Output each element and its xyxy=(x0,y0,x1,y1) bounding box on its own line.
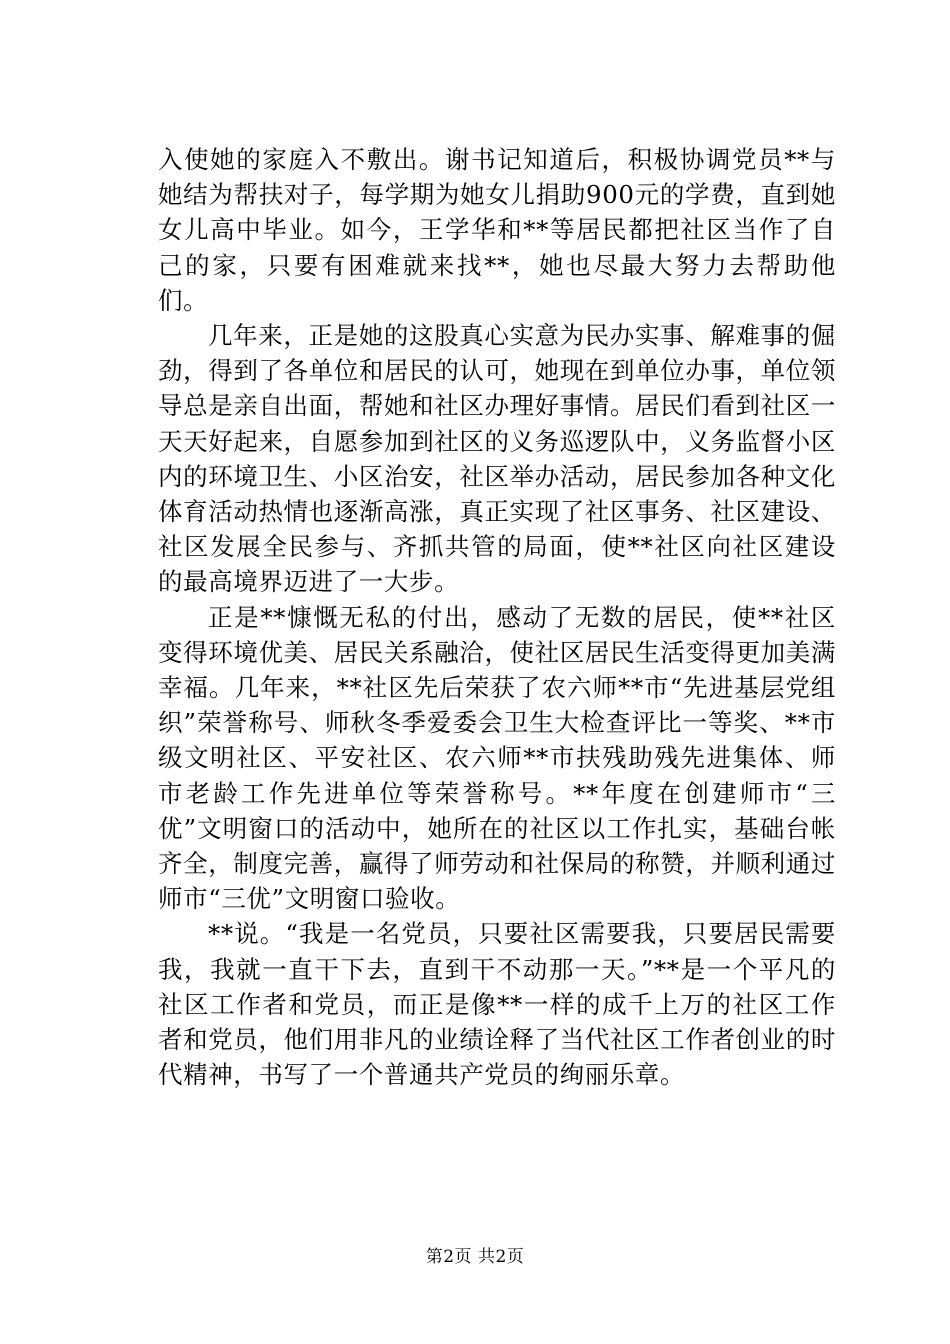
paragraph: **说。“我是一名党员，只要社区需要我，只要居民需要我，我就一直干下去，直到干不动那一天。”**是一个平凡的社区工作者和党员，而正是像**一样的成千上万的社区工作者和党员，他们用非凡的业绩诠释了当代社区工作者创业的时代精神，书写了一个普通共产党员的绚丽乐章。 xyxy=(158,919,836,1090)
document-body xyxy=(158,142,836,1092)
page-number-footer: 第2页 共2页 xyxy=(425,1247,525,1267)
paragraph: 正是**慷慨无私的付出，感动了无数的居民，使**社区变得环境优美、居民关系融洽，使社区居民生活变得更加美满幸福。几年来，**社区先后荣获了农六师**市“先进基层党组织”荣誉称号、师秋冬季爱委会卫生大检查评比一等奖、**市级文明社区、平安社区、农六师**市扶残助残先进集体、师市老龄工作先进单位等荣誉称号。**年度在创建师市“三优”文明窗口的活动中，她所在的社区以工作扎实，基础台帐齐全，制度完善，赢得了师劳动和社保局的称赞，并顺利通过师市“三优”文明窗口验收。 xyxy=(158,602,836,914)
paragraph-continued: 入使她的家庭入不敷出。谢书记知道后，积极协调党员**与她结为帮扶对子，每学期为她女儿捐助900元的学费，直到她女儿高中毕业。如今，王学华和**等居民都把社区当作了自己的家，只要有困难就来找**，她也尽最大努力去帮助他们。 xyxy=(158,145,836,315)
paragraph: 几年来，正是她的这股真心实意为民办实事、解难事的倔劲，得到了各单位和居民的认可，她现在到单位办事，单位领导总是亲自出面，帮她和社区办理好事情。居民们看到社区一天天好起来，自愿参加到社区的义务巡逻队中，义务监督小区内的环境卫生、小区治安，社区举办活动，居民参加各种文化体育活动热情也逐渐高涨，真正实现了社区事务、社区建设、社区发展全民参与、齐抓共管的局面，使**社区向社区建设的最高境界迈进了一大步。 xyxy=(158,321,836,597)
